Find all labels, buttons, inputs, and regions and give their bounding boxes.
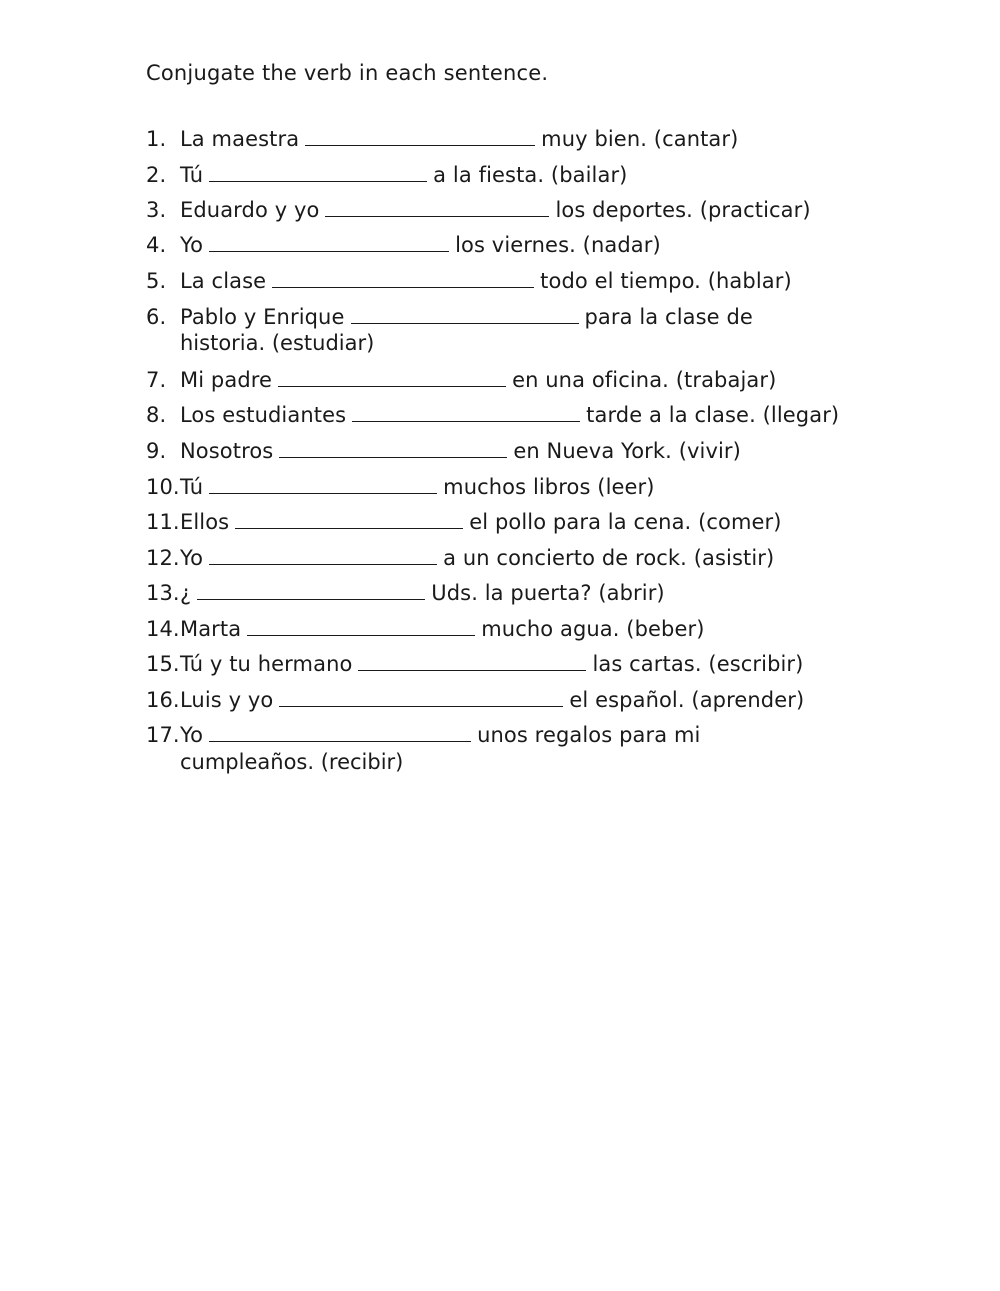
answer-blank[interactable] xyxy=(305,125,535,146)
item-number: 1. xyxy=(146,127,167,151)
item-number: 17. xyxy=(146,723,180,747)
list-item xyxy=(146,544,774,572)
sentence-start: Los estudiantes xyxy=(180,403,347,427)
item-number: 3. xyxy=(146,198,167,222)
item-number: 7. xyxy=(146,368,167,392)
sentence-end: el pollo para la cena. (comer) xyxy=(469,510,782,534)
answer-blank[interactable] xyxy=(209,544,437,565)
sentence-end: todo el tiempo. (hablar) xyxy=(540,269,792,293)
item-number: 5. xyxy=(146,269,167,293)
list-item xyxy=(146,125,738,153)
item-number: 2. xyxy=(146,163,167,187)
sentence-end: muchos libros (leer) xyxy=(443,475,655,499)
item-number: 4. xyxy=(146,233,167,257)
answer-blank[interactable] xyxy=(209,473,437,494)
answer-blank[interactable] xyxy=(358,650,586,671)
list-item xyxy=(146,508,782,536)
sentence-start: Nosotros xyxy=(180,439,274,463)
list-item xyxy=(146,161,627,189)
answer-blank[interactable] xyxy=(197,579,425,600)
sentence-start: ¿ xyxy=(180,581,192,605)
item-number: 11. xyxy=(146,510,180,534)
sentence-start: Yo xyxy=(180,233,204,257)
sentence-end: mucho agua. (beber) xyxy=(481,617,705,641)
list-item xyxy=(146,686,804,714)
sentence-start: Ellos xyxy=(180,510,230,534)
sentence-continuation: historia. (estudiar) xyxy=(180,331,375,355)
sentence-end: unos regalos para mi xyxy=(477,723,701,747)
sentence-start: La clase xyxy=(180,269,267,293)
sentence-end: tarde a la clase. (llegar) xyxy=(586,403,840,427)
answer-blank[interactable] xyxy=(209,721,471,742)
item-number: 10. xyxy=(146,475,180,499)
sentence-end: a un concierto de rock. (asistir) xyxy=(443,546,775,570)
list-item xyxy=(146,303,753,331)
sentence-end: los viernes. (nadar) xyxy=(455,233,661,257)
item-number: 8. xyxy=(146,403,167,427)
sentence-start: Tú y tu hermano xyxy=(180,652,353,676)
sentence-end: muy bien. (cantar) xyxy=(541,127,739,151)
item-number: 12. xyxy=(146,546,180,570)
sentence-end: los deportes. (practicar) xyxy=(555,198,811,222)
list-item xyxy=(146,366,776,394)
sentence-start: Yo xyxy=(180,723,204,747)
list-item xyxy=(146,615,705,643)
sentence-end: en una oficina. (trabajar) xyxy=(512,368,777,392)
item-number: 14. xyxy=(146,617,180,641)
list-item xyxy=(146,721,700,749)
sentence-start: Marta xyxy=(180,617,242,641)
list-item xyxy=(146,196,811,224)
sentence-continuation: cumpleaños. (recibir) xyxy=(180,750,404,774)
sentence-start: Yo xyxy=(180,546,204,570)
answer-blank[interactable] xyxy=(278,366,506,387)
answer-blank[interactable] xyxy=(209,161,427,182)
sentence-end: en Nueva York. (vivir) xyxy=(513,439,741,463)
sentence-end: las cartas. (escribir) xyxy=(592,652,804,676)
answer-blank[interactable] xyxy=(325,196,549,217)
list-item xyxy=(146,267,792,295)
item-number: 15. xyxy=(146,652,180,676)
list-item xyxy=(146,231,661,259)
answer-blank[interactable] xyxy=(279,686,563,707)
sentence-start: Mi padre xyxy=(180,368,273,392)
item-number: 13. xyxy=(146,581,180,605)
sentence-end: para la clase de xyxy=(584,305,753,329)
answer-blank[interactable] xyxy=(351,303,579,324)
answer-blank[interactable] xyxy=(235,508,463,529)
sentence-start: La maestra xyxy=(180,127,300,151)
answer-blank[interactable] xyxy=(279,437,507,458)
sentence-start: Tú xyxy=(180,163,204,187)
list-item xyxy=(146,579,665,607)
item-number: 9. xyxy=(146,439,167,463)
instruction-text: Conjugate the verb in each sentence. xyxy=(146,61,549,85)
sentence-end: el español. (aprender) xyxy=(569,688,805,712)
item-number: 6. xyxy=(146,305,167,329)
sentence-end: Uds. la puerta? (abrir) xyxy=(431,581,665,605)
item-number: 16. xyxy=(146,688,180,712)
list-item xyxy=(146,401,839,429)
answer-blank[interactable] xyxy=(209,231,449,252)
list-item xyxy=(146,473,655,501)
sentence-start: Tú xyxy=(180,475,204,499)
answer-blank[interactable] xyxy=(247,615,475,636)
list-item xyxy=(146,650,803,678)
sentence-start: Luis y yo xyxy=(180,688,274,712)
list-item xyxy=(146,437,741,465)
sentence-start: Eduardo y yo xyxy=(180,198,320,222)
sentence-end: a la fiesta. (bailar) xyxy=(433,163,628,187)
answer-blank[interactable] xyxy=(272,267,534,288)
sentence-start: Pablo y Enrique xyxy=(180,305,345,329)
answer-blank[interactable] xyxy=(352,401,580,422)
